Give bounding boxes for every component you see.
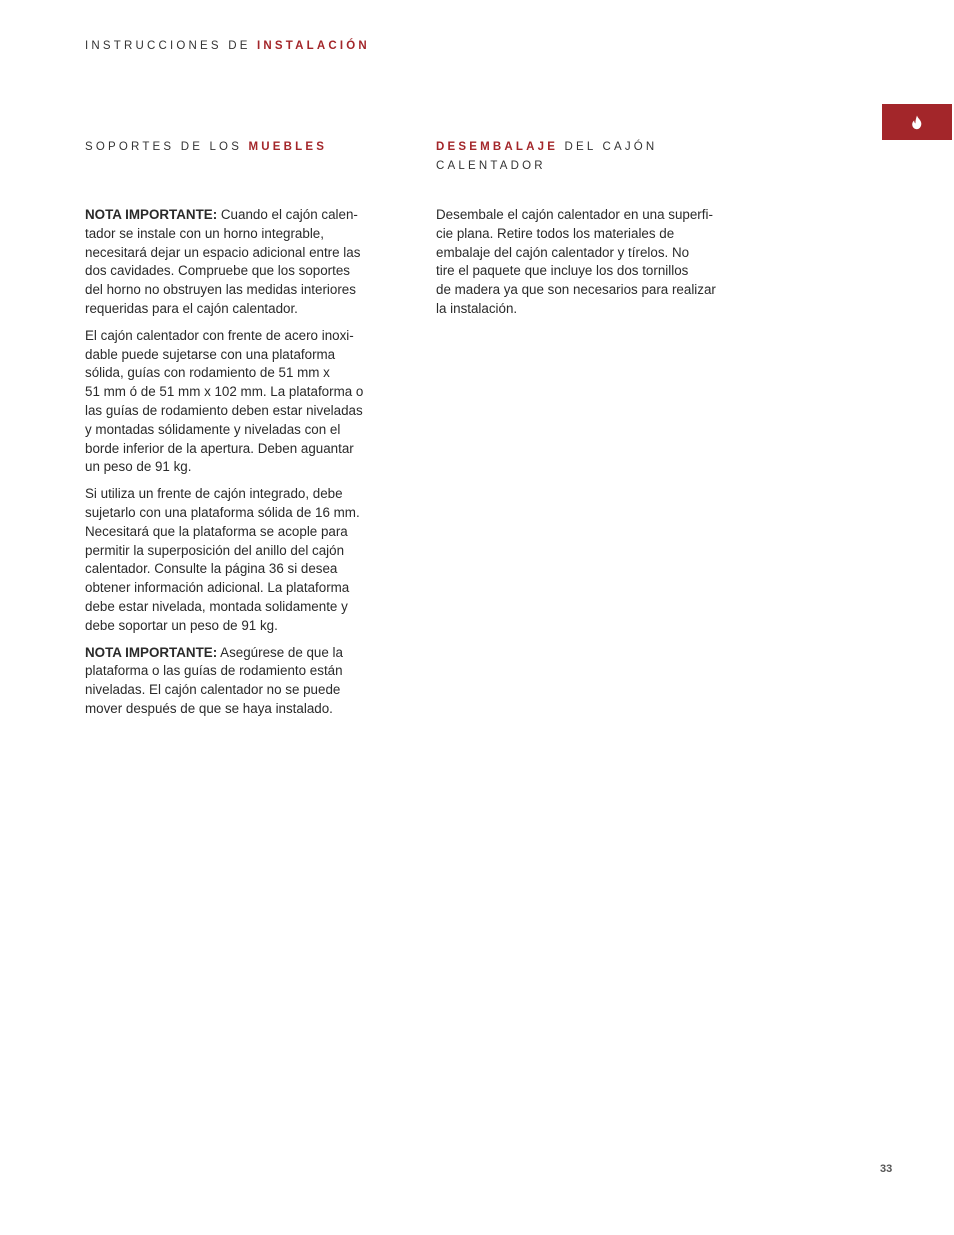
line-text: y montadas sólidamente y niveladas con el	[85, 421, 341, 437]
text-line	[436, 281, 756, 300]
line-text: dos cavidades. Compruebe que los soportes	[85, 263, 350, 279]
section-title-accent: DESEMBALAJE	[436, 141, 559, 153]
line-text: borde inferior de la apertura. Deben aguantar	[85, 440, 354, 456]
line-text: cie plana. Retire todos los materiales de	[436, 225, 675, 241]
text-line	[85, 383, 405, 402]
furniture-supports-section	[85, 138, 405, 727]
text-line	[85, 327, 405, 346]
text-line	[85, 300, 405, 319]
paragraph	[85, 485, 405, 635]
text-line	[436, 262, 756, 281]
unpacking-section	[436, 138, 756, 327]
text-line	[85, 346, 405, 365]
text-line	[85, 421, 405, 440]
text-line	[85, 402, 405, 421]
line-text: debe soportar un peso de 91 kg.	[85, 617, 278, 633]
line-text: tire el paquete que incluye los dos tornillos	[436, 263, 689, 279]
header-accent: INSTALACIÓN	[256, 40, 370, 52]
text-line	[85, 206, 405, 225]
text-line	[85, 364, 405, 383]
line-text: un peso de 91 kg.	[85, 459, 192, 475]
text-line	[85, 485, 405, 504]
line-text: Asegúrese de que la	[217, 644, 343, 660]
line-text: mover después de que se haya instalado.	[85, 700, 333, 716]
unpacking-body	[436, 206, 756, 319]
text-line	[436, 300, 756, 319]
text-line	[85, 579, 405, 598]
text-line	[85, 440, 405, 459]
paragraph	[436, 206, 756, 319]
section-title-accent: MUEBLES	[248, 141, 328, 153]
page-number: 33	[880, 1163, 893, 1175]
line-text: plataforma o las guías de rodamiento están	[85, 663, 343, 679]
section-tab-marker	[882, 104, 952, 140]
text-line	[85, 598, 405, 617]
section-title-prefix: SOPORTES DE LOS	[85, 141, 243, 153]
section-title-rest-2: CALENTADOR	[436, 160, 546, 172]
important-note-label: NOTA IMPORTANTE:	[85, 207, 218, 222]
text-line	[85, 523, 405, 542]
line-text: requeridas para el cajón calentador.	[85, 300, 298, 316]
text-line	[85, 662, 405, 681]
line-text: permitir la superposición del anillo del cajón	[85, 542, 345, 558]
unpacking-title	[436, 138, 756, 206]
line-text: Si utiliza un frente de cajón integrado, debe	[85, 486, 343, 502]
header-prefix: INSTRUCCIONES DE	[85, 40, 251, 52]
line-text: obtener información adicional. La plataforma	[85, 580, 350, 596]
line-text: necesitará dejar un espacio adicional entre las	[85, 244, 361, 260]
line-text: sujetarlo con una plataforma sólida de 16 mm.	[85, 504, 360, 520]
line-text: Necesitará que la plataforma se acople para	[85, 523, 348, 539]
line-text: Cuando el cajón calen-	[217, 207, 358, 222]
text-line	[85, 542, 405, 561]
page-header	[85, 40, 370, 52]
paragraph	[85, 644, 405, 719]
line-text: embalaje del cajón calentador y tírelos. No	[436, 244, 690, 260]
text-line	[85, 504, 405, 523]
line-text: Desembale el cajón calentador en una superfi-	[436, 207, 713, 222]
text-line	[85, 281, 405, 300]
text-line	[85, 681, 405, 700]
line-text: El cajón calentador con frente de acero inoxi-	[85, 327, 354, 343]
paragraph	[85, 206, 405, 319]
flame-icon	[911, 115, 923, 130]
furniture-supports-title	[85, 138, 405, 206]
important-note-label: NOTA IMPORTANTE:	[85, 644, 218, 660]
line-text: debe estar nivelada, montada solidamente y	[85, 598, 348, 614]
furniture-supports-body	[85, 206, 405, 719]
line-text: del horno no obstruyen las medidas interiores	[85, 282, 356, 298]
line-text: tador se instale con un horno integrable,	[85, 225, 324, 241]
line-text: de madera ya que son necesarios para realizar	[436, 282, 716, 298]
text-line	[436, 206, 756, 225]
section-title-rest: DEL CAJÓN	[564, 141, 658, 153]
line-text: dable puede sujetarse con una plataforma	[85, 346, 336, 362]
text-line	[85, 225, 405, 244]
paragraph	[85, 327, 405, 477]
text-line	[85, 560, 405, 579]
text-line	[85, 700, 405, 719]
text-line	[85, 644, 405, 663]
text-line	[436, 244, 756, 263]
text-line	[85, 262, 405, 281]
text-line	[85, 244, 405, 263]
text-line	[85, 617, 405, 636]
line-text: sólida, guías con rodamiento de 51 mm x	[85, 365, 330, 381]
line-text: 51 mm ó de 51 mm x 102 mm. La plataforma o	[85, 384, 364, 400]
line-text: la instalación.	[436, 300, 518, 316]
text-line	[436, 225, 756, 244]
text-line	[85, 458, 405, 477]
line-text: calentador. Consulte la página 36 si desea	[85, 561, 338, 577]
line-text: niveladas. El cajón calentador no se puede	[85, 682, 341, 698]
line-text: las guías de rodamiento deben estar niveladas	[85, 402, 363, 418]
